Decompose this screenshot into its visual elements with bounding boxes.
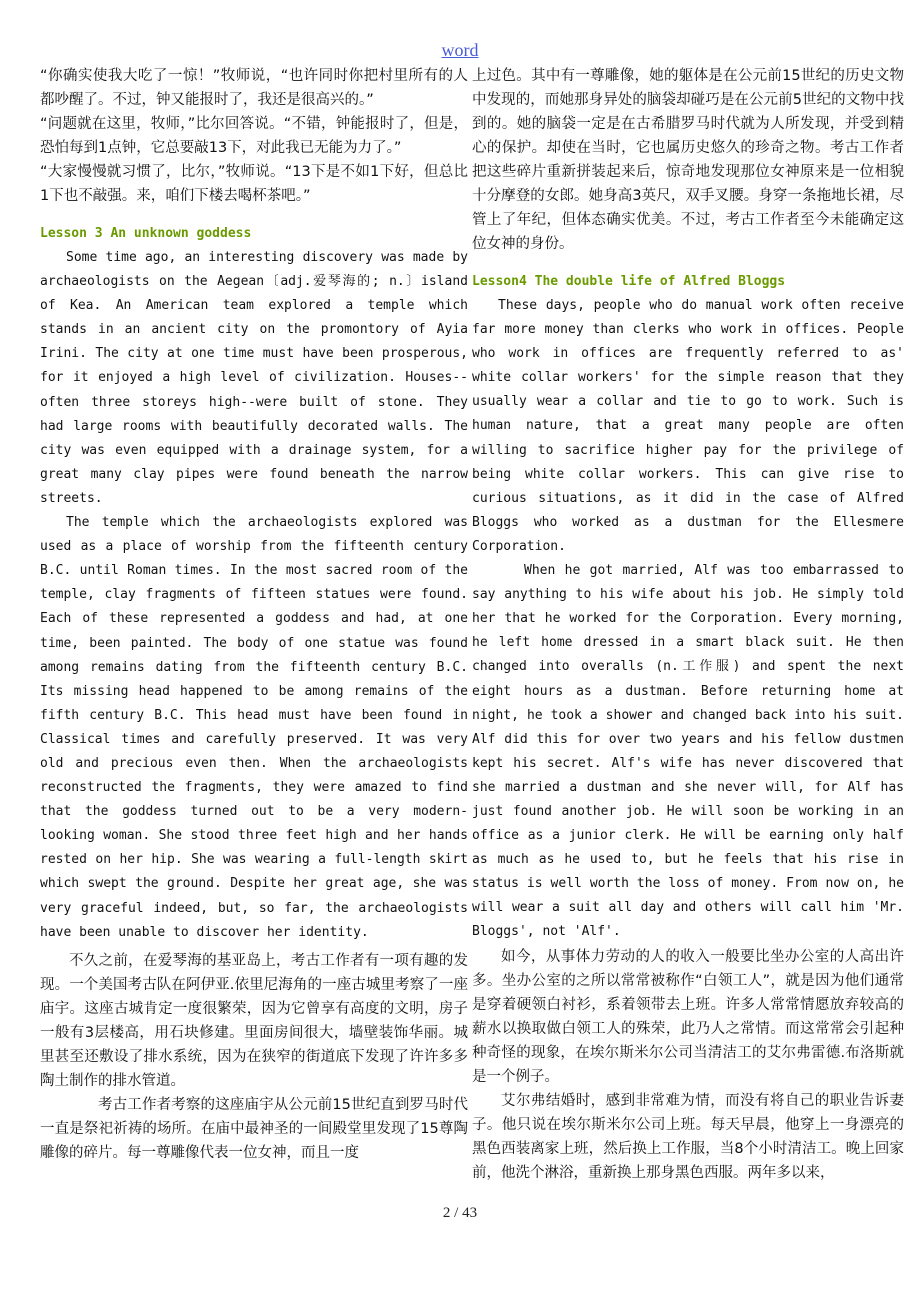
lesson-4-english-paragraph: These days, people who do manual work often receive far more money than clerks who work in offices. People who work in offices are frequently referred to as' white collar workers' for the simple reason that they usually wear a collar and tie to go to work. Such is human nature, that a great many people are often willing to sacrifice higher pay for the privilege of being white collar workers. This can give rise to curious situations, as it did in the case of Alfred Bloggs who worked as a dustman for the Ellesmere Corporation. (472, 298, 904, 554)
lesson-4-chinese-paragraph: 如今，从事体力劳动的人的收入一般要比坐办公室的人高出许多。坐办公室的之所以常常被称作“白领工人”，就是因为他们通常是穿着硬领白衬衫，系着领带去上班。许多人常常情愿放弃较高的薪水以换取做白领工人的殊荣，此乃人之常情。而这常常会引起种种奇怪的现象，在埃尔斯米尔公司当清洁工的艾尔弗雷德.布洛斯就是一个例子。 (472, 948, 904, 1085)
left-column (40, 64, 468, 1165)
lesson-3-chinese-paragraph: 考古工作者考察的这座庙宇从公元前15世纪直到罗马时代一直是祭祀祈祷的场所。在庙中最神圣的一间殿堂里发现了15尊陶雕像的碎片。每一尊雕像代表一位女神，而且一度 (40, 1096, 468, 1161)
lesson-4-english-paragraph: When he got married, Alf was too embarrassed to say anything to his wife about his job. He simply told her that he worked for the Corporation. Every morning, he left home dressed in a smart black suit. He then changed into overalls (n.工作服) and spent the next eight hours as a dustman. Before returning home at night, he took a shower and changed back into his suit. Alf did this for over two years and his fellow dustmen kept his secret. Alf's wife has never discovered that she married a dustman and she never will, for Alf has just found another job. He will soon be working in an office as a junior clerk. He will be earning only half as much as he used to, but he feels that his rise in status is well worth the loss of money. From now on, he will wear a suit all day and others will call him 'Mr. Bloggs', not 'Alf'. (472, 563, 904, 940)
lesson-3-english-paragraph: Some time ago, an interesting discovery was made by archaeologists on the Aegean〔adj.爱琴海的; n.〕island of Kea. An American team explored a temple which stands in an ancient city on the promontory of Ayia Irini. The city at one time must have been prosperous, for it enjoyed a high level of civilization. Houses--often three storeys high--were built of stone. They had large rooms with beautifully decorated walls. The city was even equipped with a drainage system, for a great many clay pipes were found beneath the narrow streets. (40, 250, 468, 506)
dialogue-paragraph: “你确实使我大吃了一惊！”牧师说，“也许同时你把村里所有的人都吵醒了。不过，钟又能报时了，我还是很高兴的。” (40, 68, 468, 108)
dialogue-paragraph: “大家慢慢就习惯了，比尔，”牧师说。“13下是不如1下好，但总比1下也不敲强。来，咱们下楼去喝杯茶吧。” (40, 164, 468, 204)
dialogue-paragraph: “问题就在这里，牧师，”比尔回答说。“不错，钟能报时了，但是，恐怕每到1点钟，它总要敲13下，对此我已无能为力了。” (40, 116, 468, 156)
lesson-3-chinese-paragraph: 不久之前，在爱琴海的基亚岛上，考古工作者有一项有趣的发现。一个美国考古队在阿伊亚.依里尼海角的一座古城里考察了一座庙宇。这座古城肯定一度很繁荣，因为它曾享有高度的文明，房子一般有3层楼高，用石块修建。里面房间很大，墙壁装饰华丽。城里甚至还敷设了排水系统，因为在狭窄的街道底下发现了许许多多陶土制作的排水管道。 (40, 952, 468, 1089)
lesson-3-chinese-continuation: 上过色。其中有一尊雕像，她的躯体是在公元前15世纪的历史文物中发现的，而她那身异处的脑袋却碰巧是在公元前5世纪的文物中找到的。她的脑袋一定是在古希腊罗马时代就为人所发现，并受到精心的保护。却使在当时，它也属历史悠久的珍奇之物。考古工作者把这些碎片重新拼装起来后，惊奇地发现那位女神原来是一位相貌十分摩登的女郎。她身高3英尺，双手叉腰。身穿一条拖地长裙，尽管上了年纪，但体态确实优美。不过，考古工作者至今未能确定这位女神的身份。 (472, 68, 904, 252)
page-number: 2 / 43 (442, 1205, 478, 1221)
lesson-4-title: Lesson4 The double life of Alfred Bloggs (472, 274, 786, 289)
lesson-3-english-paragraph: The temple which the archaeologists explored was used as a place of worship from the fifteenth century B.C. until Roman times. In the most sacred room of the temple, clay fragments of fifteen statues were found. Each of these represented a goddess and had, at one time, been painted. The body of one statue was found among remains dating from the fifteenth century B.C. Its missing head happened to be among remains of the fifth century B.C. This head must have been found in Classical times and carefully preserved. It was very old and precious even then. When the archaeologists reconstructed the fragments, they were amazed to find that the goddess turned out to be a very modern-looking woman. She stood three feet high and her hands rested on her hip. She was wearing a full-length skirt which swept the ground. Despite her great age, she was very graceful indeed, but, so far, the archaeologists have been unable to discover her identity. (40, 515, 468, 940)
lesson-3-title: Lesson 3 An unknown goddess (40, 226, 252, 241)
header-word-link[interactable]: word (441, 40, 479, 60)
right-column (472, 64, 904, 1185)
lesson-4-chinese-paragraph: 艾尔弗结婚时，感到非常难为情，而没有将自己的职业告诉妻子。他只说在埃尔斯米尔公司上班。每天早晨，他穿上一身漂亮的黑色西装离家上班，然后换上工作服，当8个小时清洁工。晚上回家前，他洗个淋浴，重新换上那身黑色西服。两年多以来， (472, 1092, 904, 1181)
